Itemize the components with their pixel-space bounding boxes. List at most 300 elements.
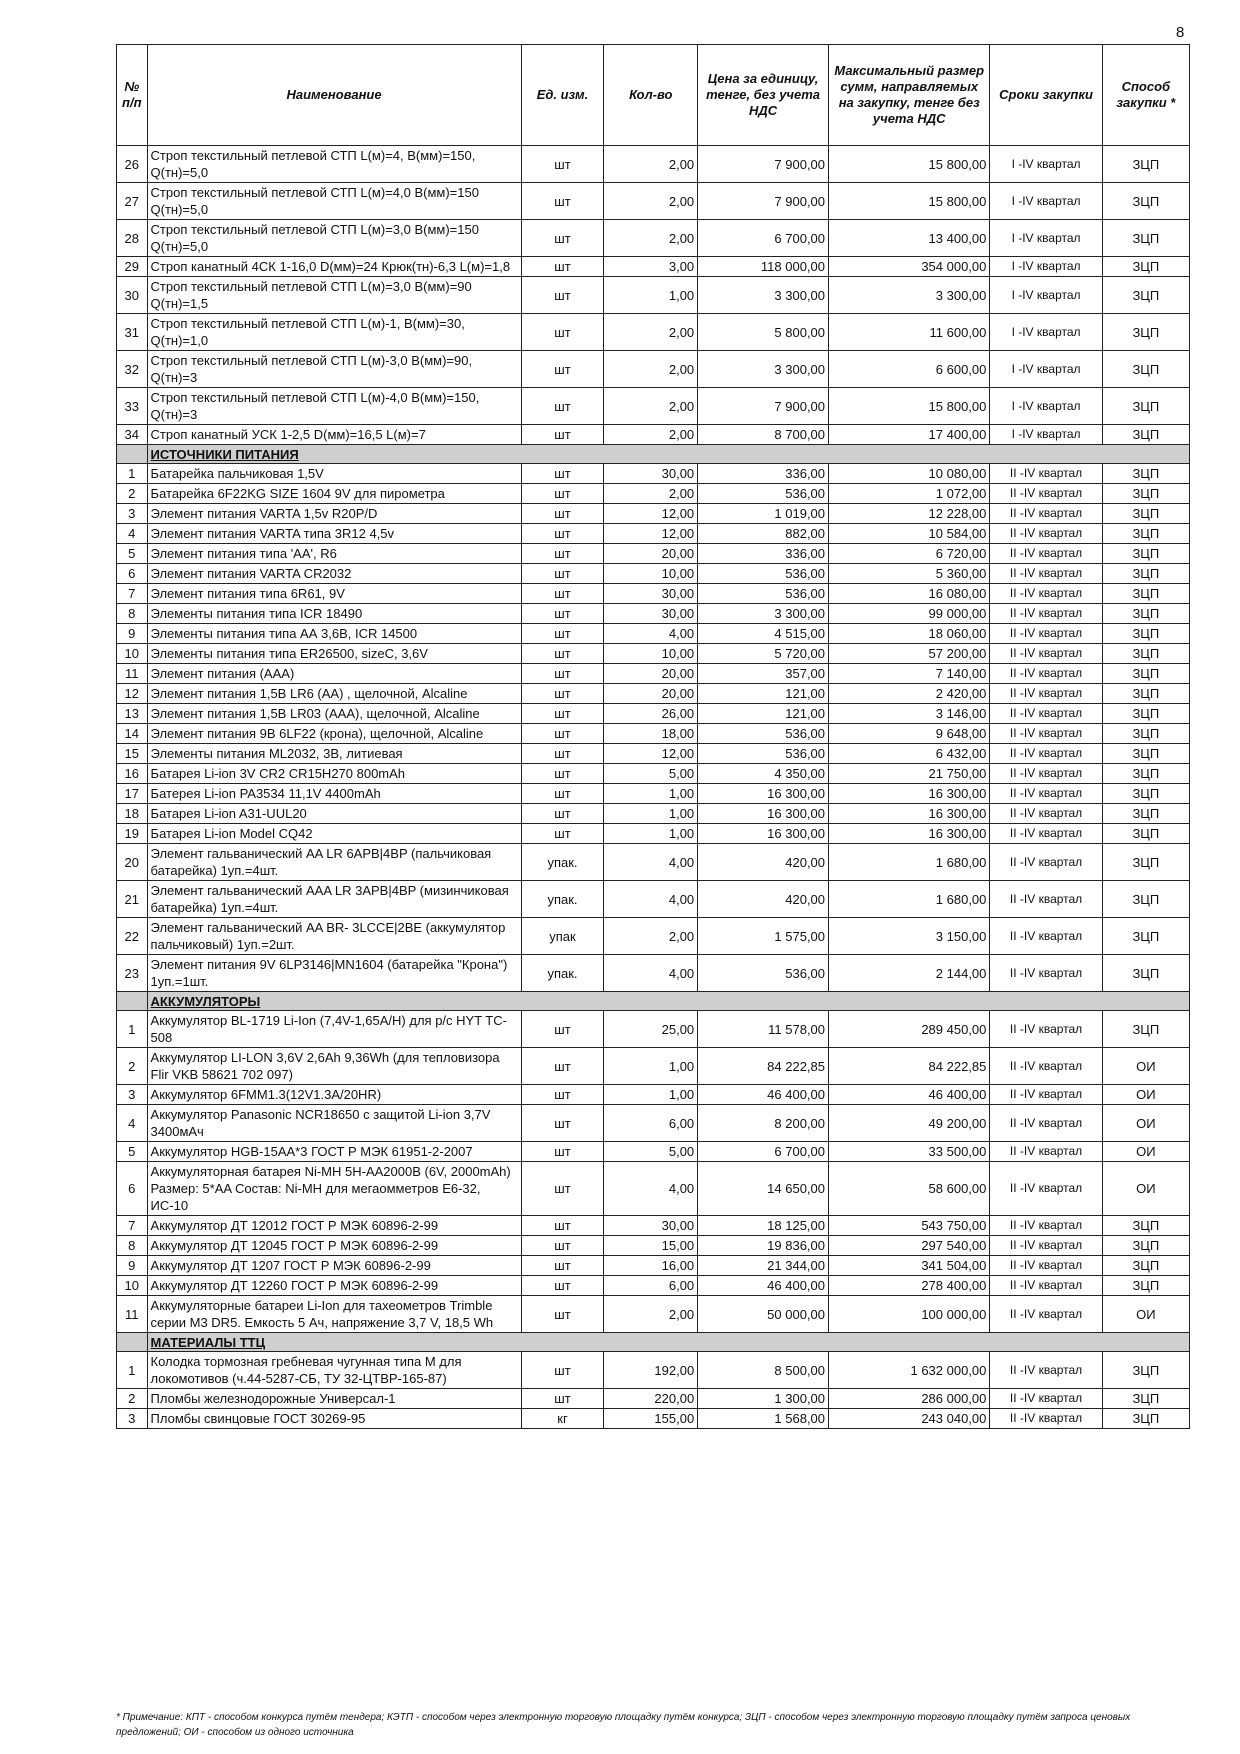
cell-method: ЗЦП bbox=[1102, 955, 1189, 992]
section-title: МАТЕРИАЛЫ ТТЦ bbox=[147, 1333, 1189, 1352]
cell-term: I -IV квартал bbox=[990, 183, 1102, 220]
cell-max: 84 222,85 bbox=[829, 1048, 990, 1085]
cell-qty: 2,00 bbox=[604, 918, 698, 955]
header-qty: Кол-во bbox=[604, 45, 698, 146]
cell-price: 21 344,00 bbox=[698, 1256, 829, 1276]
cell-name: Аккумуляторные батареи Li-Ion для тахеометров Trimble серии M3 DR5. Емкость 5 Ач, напряжение 3,7 V, 18,5 Wh bbox=[147, 1296, 521, 1333]
cell-term: I -IV квартал bbox=[990, 388, 1102, 425]
cell-qty: 1,00 bbox=[604, 1085, 698, 1105]
table-row bbox=[117, 955, 1190, 992]
cell-method: ЗЦП bbox=[1102, 604, 1189, 624]
cell-max: 10 080,00 bbox=[829, 464, 990, 484]
cell-price: 536,00 bbox=[698, 484, 829, 504]
cell-max: 6 432,00 bbox=[829, 744, 990, 764]
cell-max: 15 800,00 bbox=[829, 388, 990, 425]
cell-name: Батарея Li-ion A31-UUL20 bbox=[147, 804, 521, 824]
procurement-table bbox=[116, 44, 1190, 1429]
table-row bbox=[117, 1085, 1190, 1105]
cell-num: 3 bbox=[117, 1409, 148, 1429]
cell-qty: 15,00 bbox=[604, 1236, 698, 1256]
cell-qty: 12,00 bbox=[604, 524, 698, 544]
cell-max: 18 060,00 bbox=[829, 624, 990, 644]
cell-method: ЗЦП bbox=[1102, 388, 1189, 425]
cell-method: ЗЦП bbox=[1102, 1389, 1189, 1409]
cell-term: II -IV квартал bbox=[990, 624, 1102, 644]
cell-num: 26 bbox=[117, 146, 148, 183]
cell-method: ЗЦП bbox=[1102, 744, 1189, 764]
section-num-cell bbox=[117, 1333, 148, 1352]
table-row bbox=[117, 881, 1190, 918]
cell-unit: шт bbox=[521, 784, 604, 804]
cell-max: 278 400,00 bbox=[829, 1276, 990, 1296]
cell-name: Аккумулятор Panasonic NCR18650 с защитой Li-ion 3,7V 3400мАч bbox=[147, 1105, 521, 1142]
cell-num: 15 bbox=[117, 744, 148, 764]
cell-method: ЗЦП bbox=[1102, 464, 1189, 484]
cell-price: 14 650,00 bbox=[698, 1162, 829, 1216]
cell-term: II -IV квартал bbox=[990, 544, 1102, 564]
cell-unit: шт bbox=[521, 1216, 604, 1236]
cell-term: II -IV квартал bbox=[990, 955, 1102, 992]
cell-qty: 4,00 bbox=[604, 624, 698, 644]
cell-unit: шт bbox=[521, 1256, 604, 1276]
cell-term: II -IV квартал bbox=[990, 1409, 1102, 1429]
cell-max: 16 300,00 bbox=[829, 824, 990, 844]
cell-price: 882,00 bbox=[698, 524, 829, 544]
cell-name: Батарейка пальчиковая 1,5V bbox=[147, 464, 521, 484]
cell-price: 18 125,00 bbox=[698, 1216, 829, 1236]
cell-term: II -IV квартал bbox=[990, 504, 1102, 524]
cell-max: 16 080,00 bbox=[829, 584, 990, 604]
cell-unit: шт bbox=[521, 704, 604, 724]
table-row bbox=[117, 1276, 1190, 1296]
cell-name: Элемент питания 1,5В LR6 (AA) , щелочной, Alcaline bbox=[147, 684, 521, 704]
cell-qty: 2,00 bbox=[604, 314, 698, 351]
cell-num: 7 bbox=[117, 1216, 148, 1236]
cell-method: ОИ bbox=[1102, 1105, 1189, 1142]
cell-num: 17 bbox=[117, 784, 148, 804]
cell-max: 289 450,00 bbox=[829, 1011, 990, 1048]
cell-unit: шт bbox=[521, 1236, 604, 1256]
cell-num: 13 bbox=[117, 704, 148, 724]
table-row bbox=[117, 684, 1190, 704]
cell-method: ЗЦП bbox=[1102, 664, 1189, 684]
cell-name: Элемент питания 9V 6LP3146|MN1604 (батарейка "Крона") 1уп.=1шт. bbox=[147, 955, 521, 992]
cell-unit: шт bbox=[521, 804, 604, 824]
cell-max: 1 632 000,00 bbox=[829, 1352, 990, 1389]
cell-num: 22 bbox=[117, 918, 148, 955]
table-row bbox=[117, 146, 1190, 183]
table-row bbox=[117, 257, 1190, 277]
cell-price: 4 350,00 bbox=[698, 764, 829, 784]
cell-term: II -IV квартал bbox=[990, 664, 1102, 684]
cell-name: Элемент питания VARTA CR2032 bbox=[147, 564, 521, 584]
table-row bbox=[117, 624, 1190, 644]
cell-method: ЗЦП bbox=[1102, 504, 1189, 524]
table-row bbox=[117, 183, 1190, 220]
cell-term: II -IV квартал bbox=[990, 724, 1102, 744]
cell-unit: шт bbox=[521, 664, 604, 684]
cell-name: Батарея Li-ion Model CQ42 bbox=[147, 824, 521, 844]
cell-method: ЗЦП bbox=[1102, 257, 1189, 277]
cell-max: 57 200,00 bbox=[829, 644, 990, 664]
table-row bbox=[117, 1162, 1190, 1216]
cell-num: 28 bbox=[117, 220, 148, 257]
cell-name: Элемент гальванический AA BR- 3LCCE|2BE (аккумулятор пальчиковый) 1уп.=2шт. bbox=[147, 918, 521, 955]
cell-price: 121,00 bbox=[698, 704, 829, 724]
cell-term: II -IV квартал bbox=[990, 744, 1102, 764]
cell-price: 6 700,00 bbox=[698, 220, 829, 257]
cell-price: 357,00 bbox=[698, 664, 829, 684]
table-row bbox=[117, 425, 1190, 445]
cell-term: I -IV квартал bbox=[990, 146, 1102, 183]
cell-num: 10 bbox=[117, 644, 148, 664]
cell-method: ОИ bbox=[1102, 1085, 1189, 1105]
page-number: 8 bbox=[1176, 24, 1185, 41]
cell-price: 536,00 bbox=[698, 564, 829, 584]
cell-qty: 1,00 bbox=[604, 784, 698, 804]
cell-num: 12 bbox=[117, 684, 148, 704]
table-row bbox=[117, 1256, 1190, 1276]
cell-name: Аккумулятор ДТ 12012 ГОСТ Р МЭК 60896-2-99 bbox=[147, 1216, 521, 1236]
cell-term: II -IV квартал bbox=[990, 824, 1102, 844]
cell-price: 536,00 bbox=[698, 955, 829, 992]
cell-term: I -IV квартал bbox=[990, 425, 1102, 445]
cell-term: II -IV квартал bbox=[990, 1389, 1102, 1409]
cell-price: 1 300,00 bbox=[698, 1389, 829, 1409]
cell-term: II -IV квартал bbox=[990, 564, 1102, 584]
table-body bbox=[117, 146, 1190, 1429]
cell-term: II -IV квартал bbox=[990, 1085, 1102, 1105]
cell-qty: 30,00 bbox=[604, 1216, 698, 1236]
cell-price: 536,00 bbox=[698, 584, 829, 604]
cell-method: ЗЦП bbox=[1102, 704, 1189, 724]
cell-max: 3 146,00 bbox=[829, 704, 990, 724]
cell-unit: шт bbox=[521, 744, 604, 764]
cell-max: 7 140,00 bbox=[829, 664, 990, 684]
cell-term: II -IV квартал bbox=[990, 584, 1102, 604]
cell-term: II -IV квартал bbox=[990, 918, 1102, 955]
cell-unit: шт bbox=[521, 351, 604, 388]
table-row bbox=[117, 464, 1190, 484]
cell-unit: шт bbox=[521, 464, 604, 484]
cell-term: II -IV квартал bbox=[990, 684, 1102, 704]
cell-max: 1 680,00 bbox=[829, 844, 990, 881]
cell-num: 3 bbox=[117, 1085, 148, 1105]
cell-qty: 4,00 bbox=[604, 881, 698, 918]
cell-term: II -IV квартал bbox=[990, 1352, 1102, 1389]
cell-num: 32 bbox=[117, 351, 148, 388]
cell-method: ОИ bbox=[1102, 1162, 1189, 1216]
cell-name: Элементы питания типа ICR 18490 bbox=[147, 604, 521, 624]
cell-name: Строп канатный УСК 1-2,5 D(мм)=16,5 L(м)=7 bbox=[147, 425, 521, 445]
table-row bbox=[117, 1409, 1190, 1429]
cell-max: 286 000,00 bbox=[829, 1389, 990, 1409]
cell-num: 21 bbox=[117, 881, 148, 918]
cell-qty: 18,00 bbox=[604, 724, 698, 744]
cell-max: 3 150,00 bbox=[829, 918, 990, 955]
table-row bbox=[117, 744, 1190, 764]
cell-unit: упак. bbox=[521, 844, 604, 881]
cell-method: ЗЦП bbox=[1102, 524, 1189, 544]
cell-unit: упак. bbox=[521, 955, 604, 992]
cell-unit: шт bbox=[521, 524, 604, 544]
cell-unit: шт bbox=[521, 277, 604, 314]
cell-method: ЗЦП bbox=[1102, 824, 1189, 844]
cell-unit: упак. bbox=[521, 881, 604, 918]
cell-term: II -IV квартал bbox=[990, 804, 1102, 824]
cell-max: 9 648,00 bbox=[829, 724, 990, 744]
cell-unit: шт bbox=[521, 584, 604, 604]
cell-max: 297 540,00 bbox=[829, 1236, 990, 1256]
cell-unit: шт bbox=[521, 1276, 604, 1296]
cell-name: Аккумулятор HGB-15AA*3 ГОСТ Р МЭК 61951-2-2007 bbox=[147, 1142, 521, 1162]
cell-unit: шт bbox=[521, 183, 604, 220]
section-title: АККУМУЛЯТОРЫ bbox=[147, 992, 1189, 1011]
cell-method: ЗЦП bbox=[1102, 1276, 1189, 1296]
cell-price: 420,00 bbox=[698, 881, 829, 918]
table-row bbox=[117, 1296, 1190, 1333]
cell-price: 8 700,00 bbox=[698, 425, 829, 445]
cell-name: Строп текстильный петлевой СТП L(м)=3,0 B(мм)=90 Q(тн)=1,5 bbox=[147, 277, 521, 314]
cell-price: 420,00 bbox=[698, 844, 829, 881]
cell-name: Аккумулятор ДТ 12045 ГОСТ Р МЭК 60896-2-99 bbox=[147, 1236, 521, 1256]
cell-method: ЗЦП bbox=[1102, 784, 1189, 804]
cell-method: ЗЦП bbox=[1102, 764, 1189, 784]
cell-method: ЗЦП bbox=[1102, 844, 1189, 881]
cell-num: 2 bbox=[117, 1389, 148, 1409]
cell-name: Аккумуляторная батарея Ni-MH 5H-AA2000B (6V, 2000mAh) Размер: 5*AA Состав: Ni-MH для мегаомметров Е6-32, ИС-10 bbox=[147, 1162, 521, 1216]
cell-method: ЗЦП bbox=[1102, 351, 1189, 388]
cell-name: Элемент питания VARTA 1,5v R20P/D bbox=[147, 504, 521, 524]
cell-name: Строп канатный 4СК 1-16,0 D(мм)=24 Крюк(тн)-6,3 L(м)=1,8 bbox=[147, 257, 521, 277]
table-row bbox=[117, 644, 1190, 664]
cell-method: ЗЦП bbox=[1102, 564, 1189, 584]
cell-unit: шт bbox=[521, 1085, 604, 1105]
cell-num: 8 bbox=[117, 604, 148, 624]
cell-price: 46 400,00 bbox=[698, 1276, 829, 1296]
cell-price: 16 300,00 bbox=[698, 784, 829, 804]
cell-unit: шт bbox=[521, 1296, 604, 1333]
cell-max: 354 000,00 bbox=[829, 257, 990, 277]
cell-max: 5 360,00 bbox=[829, 564, 990, 584]
cell-qty: 192,00 bbox=[604, 1352, 698, 1389]
cell-max: 2 144,00 bbox=[829, 955, 990, 992]
cell-qty: 20,00 bbox=[604, 684, 698, 704]
cell-method: ЗЦП bbox=[1102, 624, 1189, 644]
cell-price: 336,00 bbox=[698, 544, 829, 564]
cell-qty: 12,00 bbox=[604, 504, 698, 524]
cell-name: Элемент питания 9В 6LF22 (крона), щелочной, Alcaline bbox=[147, 724, 521, 744]
cell-unit: шт bbox=[521, 1162, 604, 1216]
table-row bbox=[117, 1105, 1190, 1142]
table-row bbox=[117, 784, 1190, 804]
cell-name: Элемент питания типа 'AA', R6 bbox=[147, 544, 521, 564]
header-method: Способ закупки * bbox=[1102, 45, 1189, 146]
cell-name: Пломбы железнодорожные Универсал-1 bbox=[147, 1389, 521, 1409]
section-row bbox=[117, 445, 1190, 464]
table-row bbox=[117, 1389, 1190, 1409]
cell-term: II -IV квартал bbox=[990, 1296, 1102, 1333]
cell-method: ЗЦП bbox=[1102, 804, 1189, 824]
table-row bbox=[117, 704, 1190, 724]
cell-unit: шт bbox=[521, 604, 604, 624]
table-row bbox=[117, 1352, 1190, 1389]
cell-num: 18 bbox=[117, 804, 148, 824]
cell-price: 16 300,00 bbox=[698, 804, 829, 824]
cell-num: 4 bbox=[117, 1105, 148, 1142]
cell-num: 9 bbox=[117, 1256, 148, 1276]
cell-name: Элемент питания (AAA) bbox=[147, 664, 521, 684]
cell-qty: 30,00 bbox=[604, 584, 698, 604]
cell-price: 4 515,00 bbox=[698, 624, 829, 644]
header-max: Максимальный размер сумм, направляемых на закупку, тенге без учета НДС bbox=[829, 45, 990, 146]
cell-price: 50 000,00 bbox=[698, 1296, 829, 1333]
cell-term: II -IV квартал bbox=[990, 464, 1102, 484]
cell-unit: шт bbox=[521, 544, 604, 564]
table-row bbox=[117, 1048, 1190, 1085]
cell-unit: шт bbox=[521, 564, 604, 584]
footnote: * Примечание: КПТ - способом конкурса путём тендера; КЭТП - способом через электронную торговую площадку путём конкурса; ЗЦП - способом через электронную торговую площадку путём запроса ценовых предложений; ОИ - способом из одного источника bbox=[116, 1712, 1131, 1738]
cell-price: 3 300,00 bbox=[698, 351, 829, 388]
cell-qty: 25,00 bbox=[604, 1011, 698, 1048]
cell-name: Пломбы свинцовые ГОСТ 30269-95 bbox=[147, 1409, 521, 1429]
cell-name: Строп текстильный петлевой СТП L(м)-3,0 B(мм)=90, Q(тн)=3 bbox=[147, 351, 521, 388]
cell-unit: кг bbox=[521, 1409, 604, 1429]
cell-method: ЗЦП bbox=[1102, 724, 1189, 744]
cell-name: Элемент гальванический AAA LR 3APB|4BP (мизинчиковая батарейка) 1уп.=4шт. bbox=[147, 881, 521, 918]
cell-method: ЗЦП bbox=[1102, 220, 1189, 257]
header-price: Цена за единицу, тенге, без учета НДС bbox=[698, 45, 829, 146]
cell-unit: шт bbox=[521, 146, 604, 183]
table-row bbox=[117, 824, 1190, 844]
cell-name: Строп текстильный петлевой СТП L(м)-4,0 B(мм)=150, Q(тн)=3 bbox=[147, 388, 521, 425]
table-row bbox=[117, 1142, 1190, 1162]
cell-name: Аккумулятор LI-LON 3,6V 2,6Ah 9,36Wh (для тепловизора Flir VKB 58621 702 097) bbox=[147, 1048, 521, 1085]
cell-num: 1 bbox=[117, 1011, 148, 1048]
cell-unit: шт bbox=[521, 220, 604, 257]
cell-max: 46 400,00 bbox=[829, 1085, 990, 1105]
cell-qty: 20,00 bbox=[604, 544, 698, 564]
cell-num: 34 bbox=[117, 425, 148, 445]
cell-term: II -IV квартал bbox=[990, 604, 1102, 624]
table-row bbox=[117, 584, 1190, 604]
cell-price: 536,00 bbox=[698, 744, 829, 764]
cell-method: ОИ bbox=[1102, 1142, 1189, 1162]
table-row bbox=[117, 388, 1190, 425]
cell-qty: 4,00 bbox=[604, 955, 698, 992]
cell-unit: шт bbox=[521, 504, 604, 524]
cell-qty: 6,00 bbox=[604, 1276, 698, 1296]
cell-unit: шт bbox=[521, 1389, 604, 1409]
cell-price: 118 000,00 bbox=[698, 257, 829, 277]
cell-qty: 10,00 bbox=[604, 564, 698, 584]
table-row bbox=[117, 1236, 1190, 1256]
cell-method: ЗЦП bbox=[1102, 1236, 1189, 1256]
cell-term: II -IV квартал bbox=[990, 764, 1102, 784]
cell-max: 341 504,00 bbox=[829, 1256, 990, 1276]
cell-unit: шт bbox=[521, 624, 604, 644]
cell-name: Строп текстильный петлевой СТП L(м)=4,0 B(мм)=150 Q(тн)=5,0 bbox=[147, 183, 521, 220]
cell-price: 536,00 bbox=[698, 724, 829, 744]
cell-unit: упак bbox=[521, 918, 604, 955]
cell-qty: 2,00 bbox=[604, 183, 698, 220]
cell-max: 243 040,00 bbox=[829, 1409, 990, 1429]
cell-price: 7 900,00 bbox=[698, 183, 829, 220]
cell-max: 99 000,00 bbox=[829, 604, 990, 624]
cell-method: ЗЦП bbox=[1102, 1011, 1189, 1048]
table-header-row bbox=[117, 45, 1190, 146]
cell-price: 19 836,00 bbox=[698, 1236, 829, 1256]
cell-term: II -IV квартал bbox=[990, 1048, 1102, 1085]
table-row bbox=[117, 918, 1190, 955]
cell-qty: 2,00 bbox=[604, 425, 698, 445]
cell-method: ЗЦП bbox=[1102, 425, 1189, 445]
cell-method: ЗЦП bbox=[1102, 277, 1189, 314]
cell-unit: шт bbox=[521, 824, 604, 844]
cell-unit: шт bbox=[521, 1105, 604, 1142]
cell-qty: 155,00 bbox=[604, 1409, 698, 1429]
cell-term: II -IV квартал bbox=[990, 1236, 1102, 1256]
section-row bbox=[117, 992, 1190, 1011]
cell-term: I -IV квартал bbox=[990, 220, 1102, 257]
table-row bbox=[117, 804, 1190, 824]
cell-term: I -IV квартал bbox=[990, 277, 1102, 314]
cell-price: 1 568,00 bbox=[698, 1409, 829, 1429]
cell-num: 19 bbox=[117, 824, 148, 844]
cell-unit: шт bbox=[521, 764, 604, 784]
cell-max: 1 680,00 bbox=[829, 881, 990, 918]
cell-qty: 5,00 bbox=[604, 764, 698, 784]
cell-name: Аккумулятор BL-1719 Li-Ion (7,4V-1,65A/H) для р/с HYT TC-508 bbox=[147, 1011, 521, 1048]
cell-num: 2 bbox=[117, 1048, 148, 1085]
cell-term: II -IV квартал bbox=[990, 704, 1102, 724]
cell-qty: 3,00 bbox=[604, 257, 698, 277]
cell-max: 33 500,00 bbox=[829, 1142, 990, 1162]
cell-name: Аккумулятор ДТ 1207 ГОСТ Р МЭК 60896-2-99 bbox=[147, 1256, 521, 1276]
cell-method: ЗЦП bbox=[1102, 1256, 1189, 1276]
cell-max: 543 750,00 bbox=[829, 1216, 990, 1236]
cell-term: II -IV квартал bbox=[990, 1162, 1102, 1216]
cell-price: 8 200,00 bbox=[698, 1105, 829, 1142]
cell-qty: 2,00 bbox=[604, 146, 698, 183]
section-num-cell bbox=[117, 445, 148, 464]
cell-max: 3 300,00 bbox=[829, 277, 990, 314]
cell-qty: 2,00 bbox=[604, 484, 698, 504]
cell-price: 3 300,00 bbox=[698, 604, 829, 624]
cell-term: II -IV квартал bbox=[990, 1105, 1102, 1142]
cell-num: 1 bbox=[117, 1352, 148, 1389]
cell-term: I -IV квартал bbox=[990, 314, 1102, 351]
cell-unit: шт bbox=[521, 484, 604, 504]
cell-unit: шт bbox=[521, 1142, 604, 1162]
cell-qty: 5,00 bbox=[604, 1142, 698, 1162]
cell-num: 8 bbox=[117, 1236, 148, 1256]
cell-max: 15 800,00 bbox=[829, 183, 990, 220]
cell-term: II -IV квартал bbox=[990, 484, 1102, 504]
table-row bbox=[117, 604, 1190, 624]
cell-max: 12 228,00 bbox=[829, 504, 990, 524]
cell-unit: шт bbox=[521, 1352, 604, 1389]
cell-name: Элементы питания ML2032, 3В, литиевая bbox=[147, 744, 521, 764]
cell-max: 15 800,00 bbox=[829, 146, 990, 183]
cell-qty: 4,00 bbox=[604, 1162, 698, 1216]
table-row bbox=[117, 544, 1190, 564]
cell-name: Аккумулятор ДТ 12260 ГОСТ Р МЭК 60896-2-99 bbox=[147, 1276, 521, 1296]
cell-max: 6 720,00 bbox=[829, 544, 990, 564]
cell-num: 5 bbox=[117, 544, 148, 564]
table-row bbox=[117, 484, 1190, 504]
cell-max: 2 420,00 bbox=[829, 684, 990, 704]
